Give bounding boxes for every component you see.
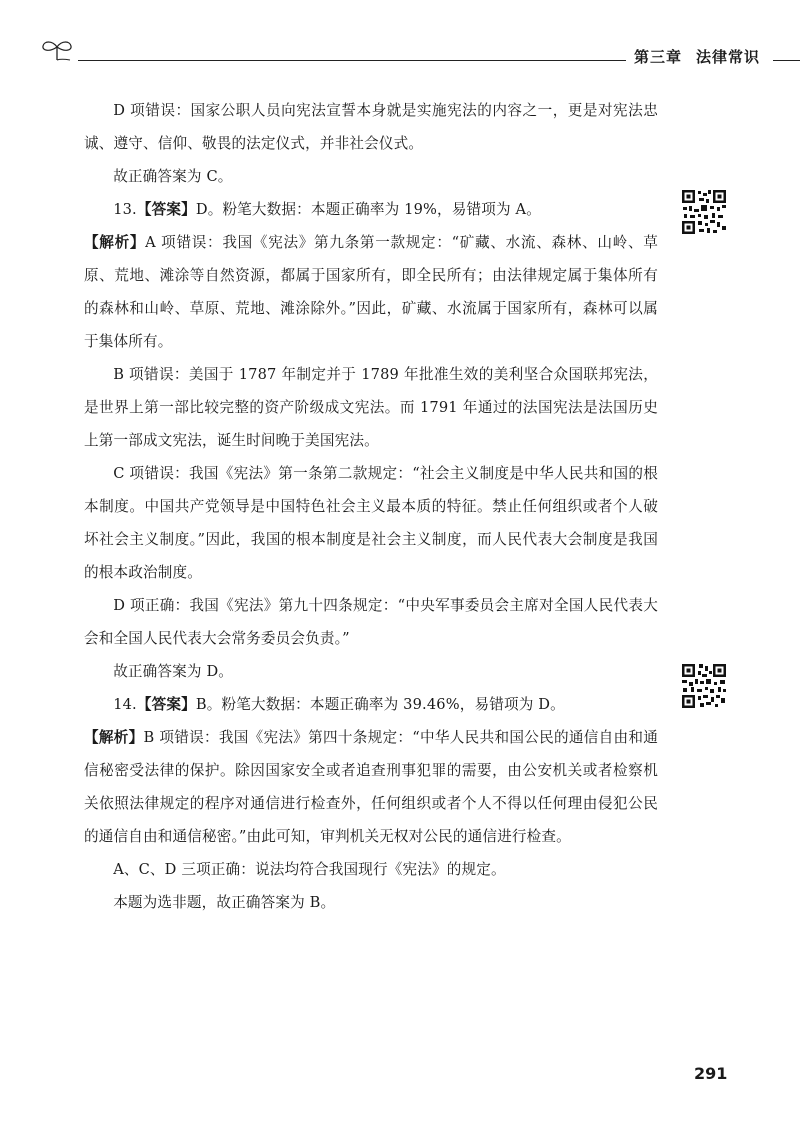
chapter-title: 法律常识 bbox=[696, 48, 761, 66]
qr-code-icon bbox=[680, 662, 728, 710]
paragraph bbox=[84, 193, 658, 226]
text-run: B 项错误：我国《宪法》第四十条规定：“中华人民共和国公民的通信自由和通信秘密受法律的保护。除因国家安全或者追查刑事犯罪的需要，由公安机关或者检察机关依照法律规定的程序对通信进行检查外，任何组织或者个人不得以任何理由侵犯公民的通信自由和通信秘密。”由此可知，审判机关无权对公民的通信进行检查。 bbox=[84, 729, 658, 845]
paragraph bbox=[84, 160, 658, 193]
leaf-sprout-icon bbox=[40, 38, 74, 62]
qr-code-graphic-2 bbox=[680, 662, 728, 710]
qr-code-graphic-1 bbox=[680, 188, 728, 236]
text-run: C 项错误：我国《宪法》第一条第二款规定：“社会主义制度是中华人民共和国的根本制度。中国共产党领导是中国特色社会主义最本质的特征。禁止任何组织或者个人破坏社会主义制度。”因此，我国的根本制度是社会主义制度，而人民代表大会制度是我国的根本政治制度。 bbox=[84, 465, 658, 581]
paragraph bbox=[84, 457, 658, 589]
text-run: 本题为选非题，故正确答案为 B。 bbox=[113, 894, 336, 911]
paragraph bbox=[84, 721, 658, 853]
text-run: B。粉笔大数据：本题正确率为 39.46%，易错项为 D。 bbox=[195, 696, 565, 713]
paragraph bbox=[84, 853, 658, 886]
text-run: 故正确答案为 C。 bbox=[113, 168, 233, 185]
text-run: D 项正确：我国《宪法》第九十四条规定：“中央军事委员会主席对全国人民代表大会和全国人民代表大会常务委员会负责。” bbox=[84, 597, 658, 647]
paragraph bbox=[84, 94, 658, 160]
paragraph bbox=[84, 589, 658, 655]
text-run: A 项错误：我国《宪法》第九条第一款规定：“矿藏、水流、森林、山岭、草原、荒地、滩涂等自然资源，都属于国家所有，即全民所有；由法律规定属于集体所有的森林和山岭、草原、荒地、滩涂除外。”因此，矿藏、水流属于国家所有，森林可以属于集体所有。 bbox=[84, 234, 658, 350]
page-number: 291 bbox=[694, 1064, 728, 1083]
paragraph bbox=[84, 226, 658, 358]
paragraph bbox=[84, 655, 658, 688]
paragraph bbox=[84, 886, 658, 919]
header-rule bbox=[78, 60, 626, 61]
text-run: B 项错误：美国于 1787 年制定并于 1789 年批准生效的美利坚合众国联邦宪法，是世界上第一部比较完整的资产阶级成文宪法。而 1791 年通过的法国宪法是法国历史上第一部成文宪法，诞生时间晚于美国宪法。 bbox=[84, 366, 658, 449]
text-run: 故正确答案为 D。 bbox=[113, 663, 234, 680]
header-title bbox=[634, 46, 760, 67]
answer-explanation-body bbox=[84, 94, 658, 919]
paragraph bbox=[84, 688, 658, 721]
chapter-label: 第三章 bbox=[634, 48, 683, 66]
text-run: D。粉笔大数据：本题正确率为 19%，易错项为 A。 bbox=[195, 201, 541, 218]
text-run: 13. bbox=[113, 201, 137, 218]
bold-label: 【解析】 bbox=[84, 729, 144, 746]
text-run: 14. bbox=[113, 696, 137, 713]
text-run: D 项错误：国家公职人员向宪法宣誓本身就是实施宪法的内容之一，更是对宪法忠诚、遵守、信仰、敬畏的法定仪式，并非社会仪式。 bbox=[84, 102, 658, 152]
page-header bbox=[40, 36, 762, 66]
text-run: A、C、D 三项正确：说法均符合我国现行《宪法》的规定。 bbox=[113, 861, 506, 878]
qr-code-icon bbox=[680, 188, 728, 236]
bold-label: 【答案】 bbox=[136, 696, 196, 713]
header-rule-end bbox=[773, 60, 800, 61]
bold-label: 【解析】 bbox=[84, 234, 146, 251]
paragraph bbox=[84, 358, 658, 457]
bold-label: 【答案】 bbox=[136, 201, 196, 218]
